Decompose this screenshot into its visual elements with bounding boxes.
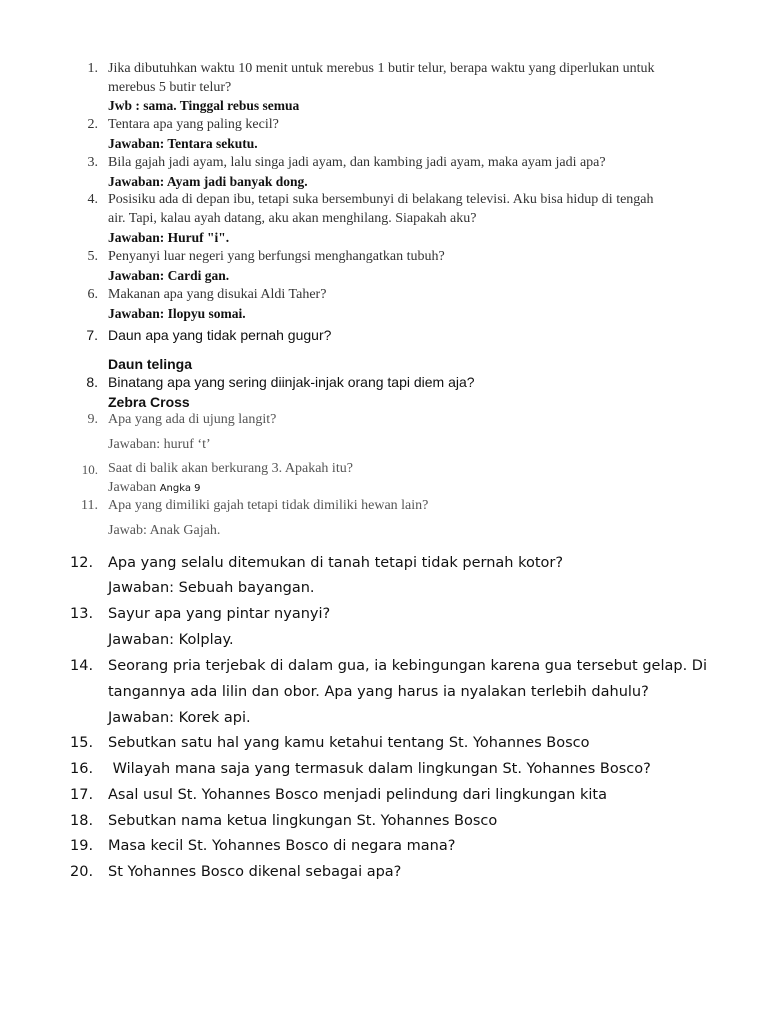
question-text: Bila gajah jadi ayam, lalu singa jadi ayam, dan kambing jadi ayam, maka ayam jadi apa? — [108, 155, 606, 170]
item-number: 9. — [87, 412, 98, 427]
question-text: Apa yang ada di ujung langit? — [108, 412, 277, 427]
question-text: Asal usul St. Yohannes Bosco menjadi pelindung dari lingkungan kita — [108, 787, 607, 803]
answer-text: Jawaban: Korek api. — [108, 710, 251, 726]
question-text: Seorang pria terjebak di dalam gua, ia kebingungan karena gua tersebut gelap. Di — [108, 658, 707, 674]
question-text: Apa yang selalu ditemukan di tanah tetapi tidak pernah kotor? — [108, 555, 564, 571]
question-text: Jika dibutuhkan waktu 10 menit untuk merebus 1 butir telur, berapa waktu yang diperlukan untuk — [108, 61, 655, 76]
question-text: tangannya ada lilin dan obor. Apa yang harus ia nyalakan terlebih dahulu? — [108, 684, 649, 700]
answer-small: Angka 9 — [159, 483, 201, 494]
answer-text: Jwb : sama. Tinggal rebus semua — [108, 98, 300, 113]
question-text: Daun apa yang tidak pernah gugur? — [108, 327, 332, 343]
answer-text: Jawaban: Ayam jadi banyak dong. — [108, 174, 308, 189]
item-number: 14. — [70, 658, 94, 674]
question-text: merebus 5 butir telur? — [108, 80, 232, 95]
answer-text: Daun telinga — [108, 356, 193, 372]
question-text: Masa kecil St. Yohannes Bosco di negara mana? — [108, 838, 456, 854]
question-text: Binatang apa yang sering diinjak-injak orang tapi diem aja? — [108, 374, 475, 390]
item-number: 16. — [70, 761, 94, 777]
question-text: Apa yang dimiliki gajah tetapi tidak dimiliki hewan lain? — [108, 498, 429, 513]
answer-text: Jawaban: huruf ‘t’ — [108, 437, 211, 452]
answer-prefix: Jawaban — [108, 480, 157, 495]
question-text: Sebutkan nama ketua lingkungan St. Yohannes Bosco — [108, 813, 498, 829]
question-text: St Yohannes Bosco dikenal sebagai apa? — [108, 864, 402, 880]
item-number: 13. — [70, 606, 94, 622]
question-text: Tentara apa yang paling kecil? — [108, 117, 279, 132]
question-text: Saat di balik akan berkurang 3. Apakah itu? — [108, 461, 353, 476]
item-number: 3. — [87, 155, 98, 170]
item-number: 15. — [70, 735, 94, 751]
item-number: 10. — [81, 462, 98, 477]
item-number: 8. — [86, 374, 98, 390]
question-text: Sebutkan satu hal yang kamu ketahui tentang St. Yohannes Bosco — [108, 735, 590, 751]
question-text: Penyanyi luar negeri yang berfungsi menghangatkan tubuh? — [108, 249, 445, 264]
answer-text: Jawab: Anak Gajah. — [108, 523, 221, 538]
item-number: 11. — [81, 498, 98, 513]
question-text: Wilayah mana saja yang termasuk dalam lingkungan St. Yohannes Bosco? — [108, 761, 651, 777]
item-number: 19. — [70, 838, 94, 854]
item-number: 18. — [70, 813, 94, 829]
item-number: 1. — [87, 61, 98, 76]
question-text: Sayur apa yang pintar nyanyi? — [108, 606, 331, 622]
answer-text: Jawaban: Huruf "i". — [108, 230, 230, 245]
answer-text: Zebra Cross — [108, 394, 190, 410]
item-number: 7. — [86, 327, 98, 343]
item-number: 6. — [87, 287, 98, 302]
item-number: 2. — [87, 117, 98, 132]
item-number: 12. — [70, 555, 94, 571]
answer-text — [108, 480, 201, 496]
question-text: Makanan apa yang disukai Aldi Taher? — [108, 287, 327, 302]
answer-text: Jawaban: Tentara sekutu. — [108, 136, 258, 151]
item-number: 4. — [87, 192, 98, 207]
answer-text: Jawaban: Ilopyu somai. — [108, 306, 246, 321]
answer-text: Jawaban: Cardi gan. — [108, 268, 230, 283]
answer-text: Jawaban: Kolplay. — [108, 632, 234, 648]
item-number: 20. — [70, 864, 94, 880]
item-number: 17. — [70, 787, 94, 803]
question-text: Posisiku ada di depan ibu, tetapi suka bersembunyi di belakang televisi. Aku bisa hidup di tengah — [108, 192, 654, 207]
answer-text: Jawaban: Sebuah bayangan. — [108, 580, 315, 596]
item-number: 5. — [87, 249, 98, 264]
question-text: air. Tapi, kalau ayah datang, aku akan menghilang. Siapakah aku? — [108, 211, 477, 226]
